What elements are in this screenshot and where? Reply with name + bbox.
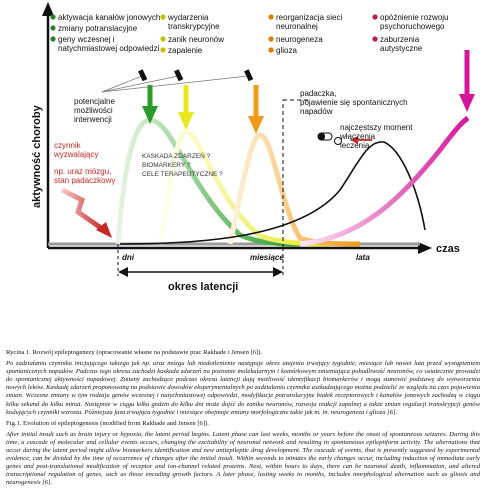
legend-bullet — [50, 25, 55, 30]
intervention-lines — [102, 76, 248, 92]
legend-bullet — [372, 36, 377, 41]
legend-bullet — [160, 36, 165, 41]
legend-item-5: zapalenie — [168, 46, 203, 55]
legend-bullet — [160, 14, 165, 19]
legend-bullet — [50, 36, 55, 41]
legend-item-7: neurogeneza — [276, 35, 323, 44]
tick-miesiace: miesiące — [250, 253, 284, 262]
en-caption-title: Fig.1. Evolution of epileptogenesis (modified from Rakhade and Jensen [6]). — [6, 419, 209, 427]
epilepsy-label: padaczka, pojawienie się spontanicznych napadów — [300, 89, 408, 116]
legend-item-4: zanik neuronów — [168, 35, 225, 44]
latency-period-arrow — [118, 267, 283, 277]
epilepsy-onset-marker — [283, 100, 310, 248]
legend-bullet — [268, 14, 273, 19]
pill-icon — [318, 133, 342, 145]
orange-arrow — [248, 85, 264, 134]
x-axis-label: czas — [436, 243, 460, 255]
legend — [50, 13, 448, 55]
legend-bullet — [268, 47, 273, 52]
tick-lata: lata — [356, 253, 370, 262]
magenta-arrow — [459, 50, 475, 112]
legend-item-8: glioza — [276, 46, 297, 55]
legend-bullet — [268, 36, 273, 41]
legend-item-9: opóźnienie rozwoju psychoruchowego — [380, 13, 449, 31]
legend-bullet — [50, 14, 55, 19]
cascade-label: KASKADA ZDARZEŃ ? BIOMARKERY ? CELE TERAPEUTYCZNE ? — [142, 153, 223, 178]
trigger-zigzag-arrow — [62, 190, 112, 238]
captions — [6, 349, 480, 491]
legend-item-3: wydarzenia transkrypcyjne — [168, 13, 220, 31]
green-arrow — [142, 85, 158, 124]
legend-bullet — [160, 47, 165, 52]
yellow-arrow — [178, 85, 194, 130]
green-curve — [118, 120, 300, 244]
treatment-label: najczęstszy moment włączenia leczenia — [340, 123, 413, 150]
legend-bullet — [372, 14, 377, 19]
en-caption-body: After initial insult such as brain injury or hypoxia, the latent period begins. Latent phase can last weeks, months or years before the onset of spontaneous seizures. During this time, a cascade of molecular and cellular events occurs, changing the excitability of neuronal network and resulting in spontaneous epileptiform activity. The alternations that occur during the latent period might allow biomarkers identification and new antiepileptic drug development. The cascade of events, that is presently suggested by experimental evidence, can be divided by the time of occurrence of changes after the initial insult. Within seconds to minutes the early changes occur, including induction of immediate early genes and post-translational modification of receptor and ion-channel related proteins. Next, within hours to days, there can be neuronal death, inflammation, and altered transcriptional regulation of genes, such as those encoding growth factors. A later phase, lasting weeks to months, includes morphological alternation such as gliosis and neurogenesis [6]. — [6, 430, 480, 487]
trigger-label: czynnik wyzwalający — [54, 141, 99, 159]
legend-item-2: geny wczesnej i natychmiastowej odpowiedzi — [58, 35, 160, 53]
latency-label: okres latencji — [168, 281, 239, 293]
legend-item-1: zmiany potranslacyjne — [58, 24, 138, 33]
intervention-markers — [138, 69, 253, 81]
pl-caption-title: Rycina 1. Rozwój epileptogenezy (opracowanie własne na podstawie prac Rakhade i Jensen [6]). — [6, 349, 263, 356]
pl-caption-body: Po zadziałaniu czynnika inicjującego takiego jak np. uraz mózgu lub niedotlenienie następuje okres utajenia trwający tygodnie, miesiące lub nawet lata przed wystąpieniem spontanicznych napadów. Podczas tego okresu zachodzi kaskada zdarzeń na poziomie molekularnym i komórkowym zmieniająca pobudliwość neuronów, co ostatecznie prowadzi do spontanicznej aktywności napadowej. Zmiany zachodzące podczas okresu latencji dają możliwość identyfikacji biomarkerów i mogą stanowić podstawę do wytworzenia nowych leków. Kaskadę zdarzeń proponowaną na podstawie dowodów eksperymentalnych po zadziałaniu czynnika uszkadzającego można podzielić ze względu na czas pojawienia zmian. Wczesne zmiany w tym rodzaju genów wczesnej i natychmiastowej odpowiedzi, modyfikacje potranslacyjne białek receptorowych i kanałów jonowych zachodzą w ciągu kilku sekund do kilku minut. Następnie w ciągu kilku godzin do kilku dni może dojść do zaniku neuronów, rozwoju reakcji zapalnej a także zmian regulacji transkrypcji genów kodujących czynniki wzrostu. Późniejsza faza trwająca tygodnie i miesiące obejmuje zmiany morfologiczne takie jak m. in. neurogeneza i glioza [6]. — [6, 360, 480, 416]
y-axis-label: aktywność choroby — [31, 105, 43, 208]
intervention-label: potencjalne możliwości interwencji — [74, 97, 115, 124]
legend-item-0: aktywacja kanałów jonowych — [58, 13, 161, 22]
legend-item-10: zaburzenia autystyczne — [380, 35, 423, 53]
tick-dni: dni — [122, 253, 134, 262]
trigger-example: np. uraz mózgu, stan padaczkowy — [54, 167, 116, 185]
yellow-curve — [160, 132, 330, 244]
legend-item-6: reorganizacja sieci neuronalnej — [276, 13, 343, 31]
